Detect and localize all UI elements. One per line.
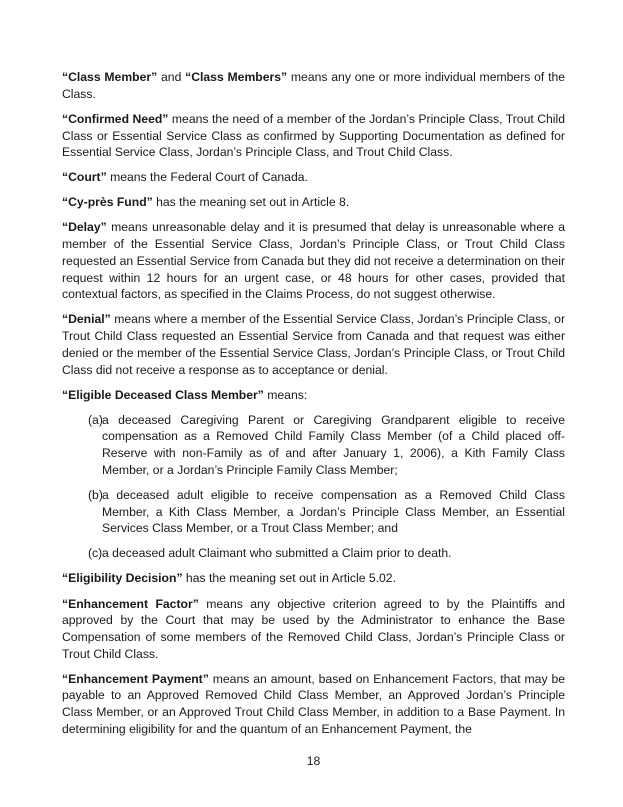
defined-term: “Eligibility Decision” [62, 571, 183, 586]
defined-term: “Delay” [62, 220, 107, 235]
page-footer [62, 753, 565, 770]
defined-term: “Denial” [62, 312, 111, 327]
definition-paragraph [62, 219, 565, 303]
definition-text: means an amount, based on Enhancement Factors, that may be payable to an Approved Removed Child Class Member, an Approved Jordan’s Principle Class Member, or an Approved Trout Child Class Member, in addition to a Base Payment. In determining eligibility for and the quantum of an Enhancement Payment, the [62, 671, 566, 736]
definition-text: means any objective criterion agreed to by the Plaintiffs and approved by the Court that may be used by the Administrator to enhance the Base Compensation of some members of the Removed Child Class, Jordan’s Principle Class or Trout Child Class. [62, 596, 565, 661]
defined-term: “Enhancement Payment” [62, 671, 209, 686]
page-number: 18 [306, 754, 321, 768]
list-marker: (a) [88, 412, 103, 427]
defined-term: “Court” [62, 170, 107, 185]
definition-text: means any one or more individual members of the Class. [62, 70, 566, 101]
definition-paragraph [62, 169, 565, 186]
list-marker: (b) [88, 487, 103, 502]
list-item-text: a deceased adult eligible to receive compensation as a Removed Child Class Member, a Kith Class Member, a Jordan’s Principle Class Member, an Essential Services Class Member, or a Trout Class Member; and [102, 487, 565, 536]
definition-text: has the meaning set out in Article 5.02. [182, 571, 396, 586]
defined-term: “Enhancement Factor” [62, 596, 199, 611]
definition-paragraph [62, 194, 565, 211]
definition-paragraph [62, 387, 565, 404]
definition-list-item [62, 545, 565, 562]
definition-paragraph [62, 596, 565, 663]
definition-list-item [62, 487, 565, 537]
definition-text: means unreasonable delay and it is presumed that delay is unreasonable where a member of the Essential Service Class, Jordan’s Principle Class, or Trout Child Class requested an Essential Service from Canada but they did not receive a determination on their request within 12 hours for an urgent case, or 48 hours for other cases, provided that contextual factors, as specified in the Claims Process, do not suggest otherwise. [62, 220, 565, 302]
definition-text: means the need of a member of the Jordan’s Principle Class, Trout Child Class or Essential Service Class as confirmed by Supporting Documentation as defined for Essential Service Class, Jordan’s Principle Class, and Trout Child Class. [62, 111, 565, 160]
definition-paragraph [62, 570, 565, 587]
defined-term: “Class Members” [185, 70, 288, 84]
list-marker: (c) [88, 546, 103, 561]
defined-term: “Cy-près Fund” [62, 195, 153, 210]
definition-list-item [62, 412, 565, 479]
definition-paragraph [62, 111, 565, 161]
defined-term: “Eligible Deceased Class Member” [62, 387, 264, 402]
definition-text: means the Federal Court of Canada. [106, 170, 308, 185]
definition-text: and [157, 70, 186, 84]
definition-text: means where a member of the Essential Service Class, Jordan’s Principle Class, or Trout Child Class requested an Essential Service from Canada and that request was either denied or the member of the Essential Service Class, Jordan’s Principle Class, or Trout Child Class did not receive a response as to acceptance or denial. [62, 312, 565, 377]
list-item-text: a deceased adult Claimant who submitted a Claim prior to death. [102, 546, 452, 561]
defined-term: “Class Member” [62, 70, 158, 84]
definition-paragraph [62, 311, 565, 378]
defined-term: “Confirmed Need” [62, 111, 169, 126]
definition-text: has the meaning set out in Article 8. [152, 195, 350, 210]
definition-paragraph [62, 671, 565, 738]
definition-text: means: [263, 387, 308, 402]
document-body [62, 69, 565, 746]
definition-paragraph [62, 69, 565, 102]
list-item-text: a deceased Caregiving Parent or Caregiving Grandparent eligible to receive compensation as a Removed Child Family Class Member (of a Child placed off-Reserve with non-Family as of and after January 1, 2006), a Kith Family Class Member, or a Jordan’s Principle Family Class Member; [102, 412, 565, 477]
